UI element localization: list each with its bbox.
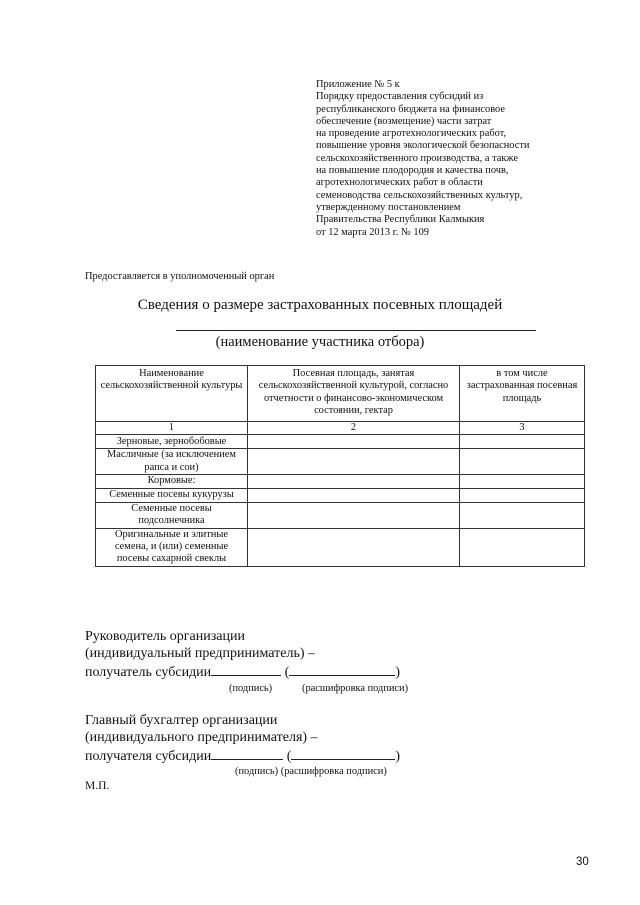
close-paren: ) (395, 749, 401, 764)
open-paren: ( (286, 749, 292, 764)
insured-area-cell[interactable] (460, 489, 585, 503)
column-number: 3 (460, 422, 585, 435)
close-paren: ) (395, 665, 401, 680)
appendix-line: республиканского бюджета на финансовое (316, 103, 505, 115)
appendix-line: агротехнологических работ в области (316, 177, 483, 189)
head-signature-caption: (подпись) (229, 683, 273, 694)
header-insured-area: в том числе застрахованная посевная площадь (460, 366, 585, 422)
accountant-signature-field[interactable] (211, 746, 283, 760)
accountant-signature-caption: (подпись) (расшифровка подписи) (235, 766, 387, 777)
sown-area-cell[interactable] (248, 489, 460, 503)
head-decoding-field[interactable] (289, 662, 395, 676)
appendix-line: повышение уровня экологической безопасности (316, 140, 530, 152)
header-crop-name: Наименование сельскохозяйственной культуры (96, 366, 248, 422)
appendix-reference (316, 79, 616, 239)
accountant-recipient-label: получателя субсидии (85, 749, 212, 764)
accountant-title: Главный бухгалтер организации (85, 713, 278, 728)
table-row (96, 449, 585, 475)
crop-name-cell: Оригинальные и элитные семена, и (или) семенные посевы сахарной свеклы (96, 528, 248, 566)
crops-table (95, 365, 585, 567)
head-signature-block (85, 628, 400, 681)
head-signature-line (85, 662, 400, 681)
insured-area-cell[interactable] (460, 449, 585, 475)
table-row (96, 435, 585, 449)
table-row (96, 489, 585, 503)
appendix-line: утвержденному постановлением (316, 201, 461, 213)
table-column-numbers (96, 422, 585, 435)
appendix-line: Приложение № 5 к (316, 79, 400, 90)
header-sown-area: Посевная площадь, занятая сельскохозяйственной культурой, согласно отчетности о финансово-экономическом состоянии, гектар (248, 366, 460, 422)
appendix-line: Порядку предоставления субсидий из (316, 91, 484, 103)
head-subtitle: (индивидуальный предприниматель) – (85, 646, 315, 661)
table-row (96, 503, 585, 529)
head-title: Руководитель организации (85, 629, 245, 644)
head-signature-field[interactable] (211, 662, 281, 676)
head-decoding-caption: (расшифровка подписи) (302, 683, 409, 694)
crop-name-cell: Семенные посевы подсолнечника (96, 503, 248, 529)
appendix-line: семеноводства сельскохозяйственных культур, (316, 189, 523, 201)
provided-to-text: Предоставляется в уполномоченный орган (85, 271, 275, 282)
page-title: Сведения о размере застрахованных посевных площадей (137, 297, 503, 313)
insured-area-cell[interactable] (460, 435, 585, 449)
appendix-line: Правительства Республики Калмыкия (316, 214, 485, 226)
accountant-signature-block (85, 712, 400, 765)
crop-name-cell: Кормовые: (96, 475, 248, 489)
sown-area-cell[interactable] (248, 503, 460, 529)
crop-name-cell: Масличные (за исключением рапса и сои) (96, 449, 248, 475)
participant-caption: (наименование участника отбора) (215, 334, 425, 350)
table-header-row (96, 366, 585, 422)
table-row (96, 528, 585, 566)
accountant-decoding-field[interactable] (291, 746, 395, 760)
sown-area-cell[interactable] (248, 435, 460, 449)
insured-area-cell[interactable] (460, 475, 585, 489)
open-paren: ( (284, 665, 290, 680)
insured-area-cell[interactable] (460, 528, 585, 566)
crop-name-cell: Семенные посевы кукурузы (96, 489, 248, 503)
appendix-line: от 12 марта 2013 г. № 109 (316, 226, 429, 238)
appendix-line: обеспечение (возмещение) части затрат (316, 115, 492, 127)
insured-area-cell[interactable] (460, 503, 585, 529)
crop-name-cell: Зерновые, зернобобовые (96, 435, 248, 449)
head-recipient-label: получатель субсидии (85, 665, 212, 680)
seal-place: М.П. (85, 780, 110, 792)
page-number: 30 (576, 856, 589, 868)
sown-area-cell[interactable] (248, 528, 460, 566)
sown-area-cell[interactable] (248, 475, 460, 489)
participant-name-line (176, 330, 536, 331)
table-row (96, 475, 585, 489)
appendix-line: на проведение агротехнологических работ, (316, 128, 507, 140)
column-number: 1 (96, 422, 248, 435)
appendix-line: сельскохозяйственного производства, а также (316, 152, 519, 164)
appendix-line: на повышение плодородия и качества почв, (316, 165, 509, 177)
accountant-subtitle: (индивидуального предпринимателя) – (85, 730, 318, 745)
sown-area-cell[interactable] (248, 449, 460, 475)
accountant-signature-line (85, 746, 400, 765)
column-number: 2 (248, 422, 460, 435)
